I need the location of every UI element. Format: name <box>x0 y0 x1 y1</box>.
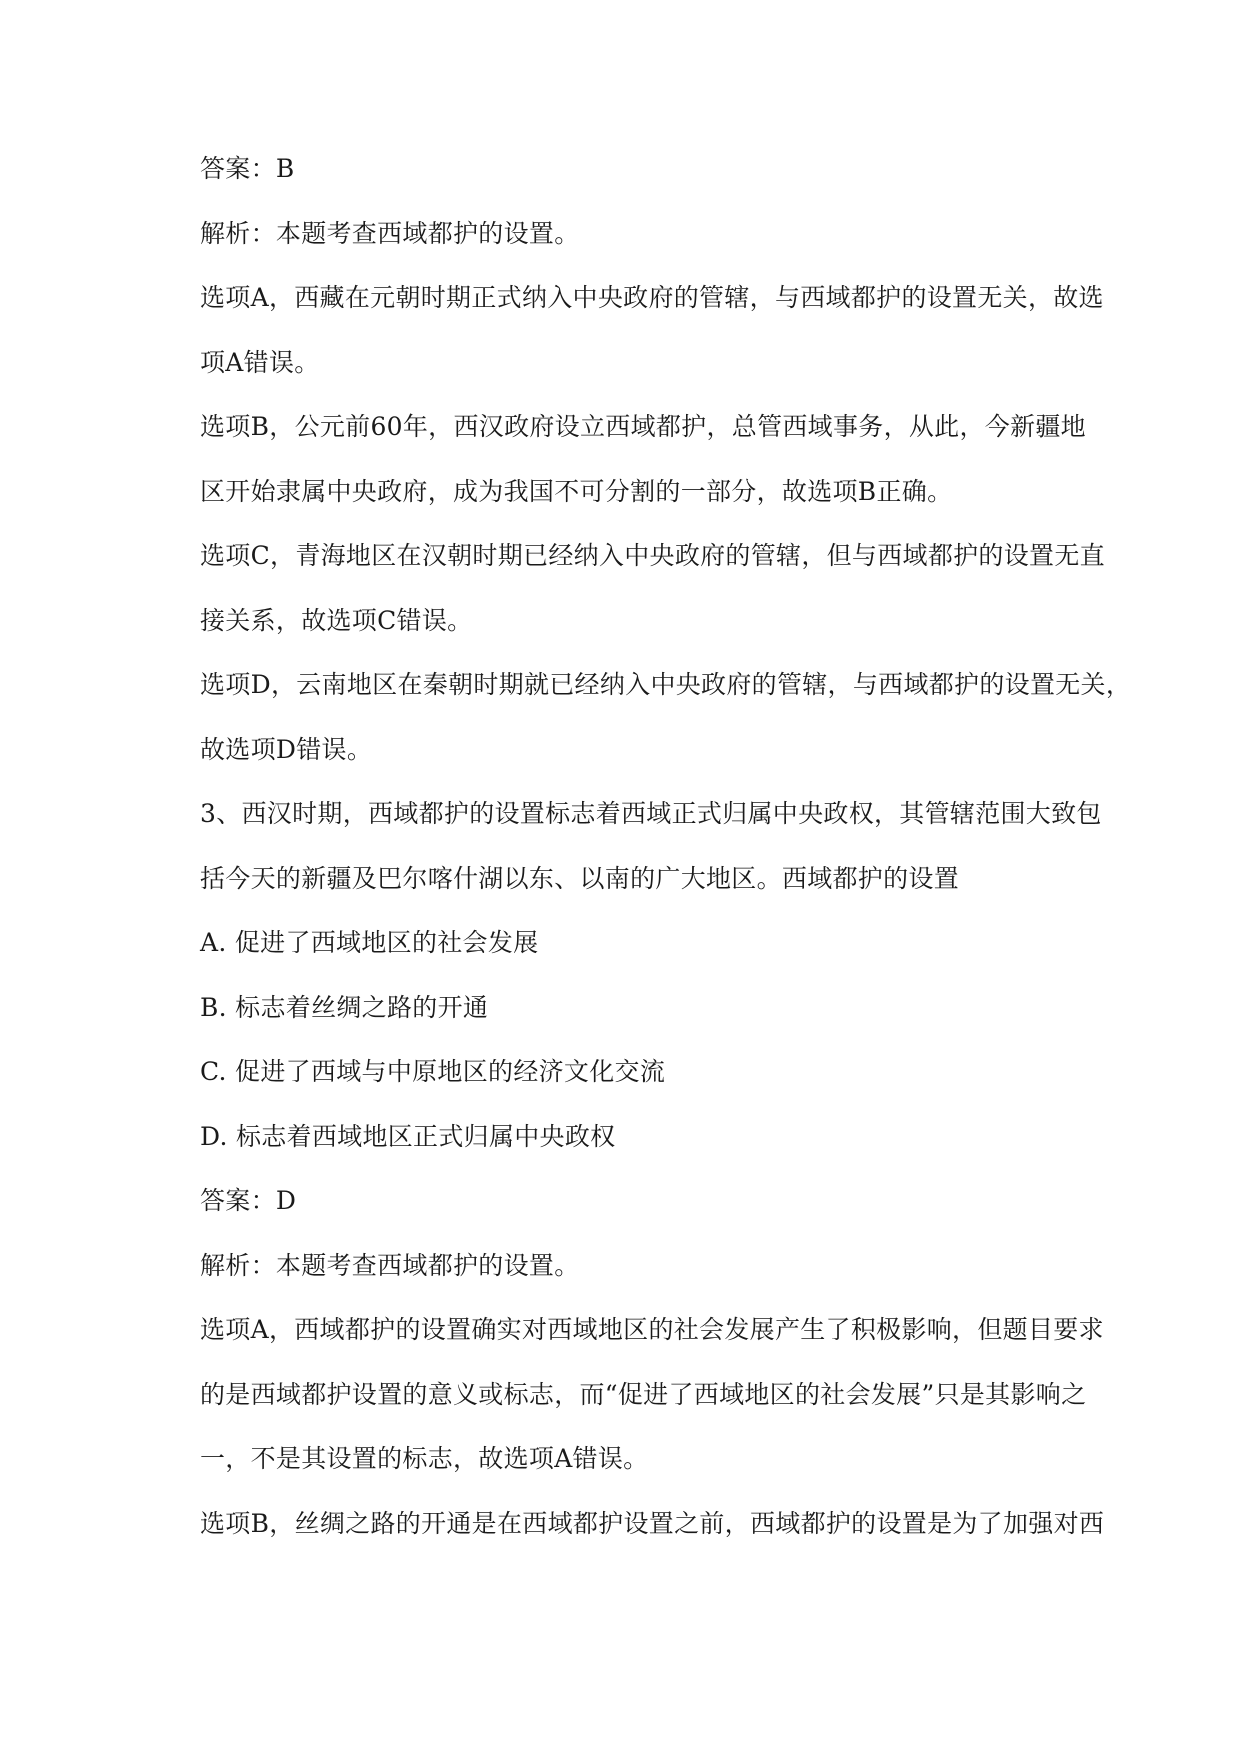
explanation-line: 选项B，丝绸之路的开通是在西域都护设置之前，西域都护的设置是为了加强对西 <box>200 1508 1105 1538</box>
option-a: A. 促进了西域地区的社会发展 <box>200 928 539 957</box>
answer-line: 答案：D <box>200 1186 297 1215</box>
explanation-line: 选项B，公元前60年，西汉政府设立西域都护，总管西域事务，从此，今新疆地 <box>200 412 1086 441</box>
option-c: C. 促进了西域与中原地区的经济文化交流 <box>200 1057 666 1086</box>
explanation-line: 故选项D错误。 <box>200 734 373 764</box>
option-b: B. 标志着丝绸之路的开通 <box>200 992 489 1022</box>
explanation-line: 区开始隶属中央政府，成为我国不可分割的一部分，故选项B正确。 <box>200 476 953 506</box>
question-stem-line: 3、西汉时期，西域都护的设置标志着西域正式归属中央政权，其管辖范围大致包 <box>200 799 1102 828</box>
explanation-line: 选项D，云南地区在秦朝时期就已经纳入中央政府的管辖，与西域都护的设置无关， <box>200 670 1132 699</box>
explanation-line: 选项A，西藏在元朝时期正式纳入中央政府的管辖，与西域都护的设置无关，故选 <box>200 283 1104 312</box>
explanation-line: 选项A，西域都护的设置确实对西域地区的社会发展产生了积极影响，但题目要求 <box>200 1315 1104 1344</box>
document-body <box>200 137 1132 1556</box>
explanation-line: 项A错误。 <box>200 347 320 377</box>
answer-line: 答案：B <box>200 154 295 183</box>
question-stem-line: 括今天的新疆及巴尔喀什湖以东、以南的广大地区。西域都护的设置 <box>200 863 960 893</box>
explanation-line: 的是西域都护设置的意义或标志，而“促进了西域地区的社会发展”只是其影响之 <box>200 1379 1087 1409</box>
explanation-line: 一，不是其设置的标志，故选项A错误。 <box>200 1444 649 1473</box>
explanation-line: 接关系，故选项C错误。 <box>200 605 473 635</box>
explanation-line: 选项C，青海地区在汉朝时期已经纳入中央政府的管辖，但与西域都护的设置无直 <box>200 541 1105 570</box>
option-d: D. 标志着西域地区正式归属中央政权 <box>200 1121 616 1151</box>
analysis-line: 解析：本题考查西域都护的设置。 <box>200 218 580 248</box>
analysis-line: 解析：本题考查西域都护的设置。 <box>200 1250 580 1280</box>
